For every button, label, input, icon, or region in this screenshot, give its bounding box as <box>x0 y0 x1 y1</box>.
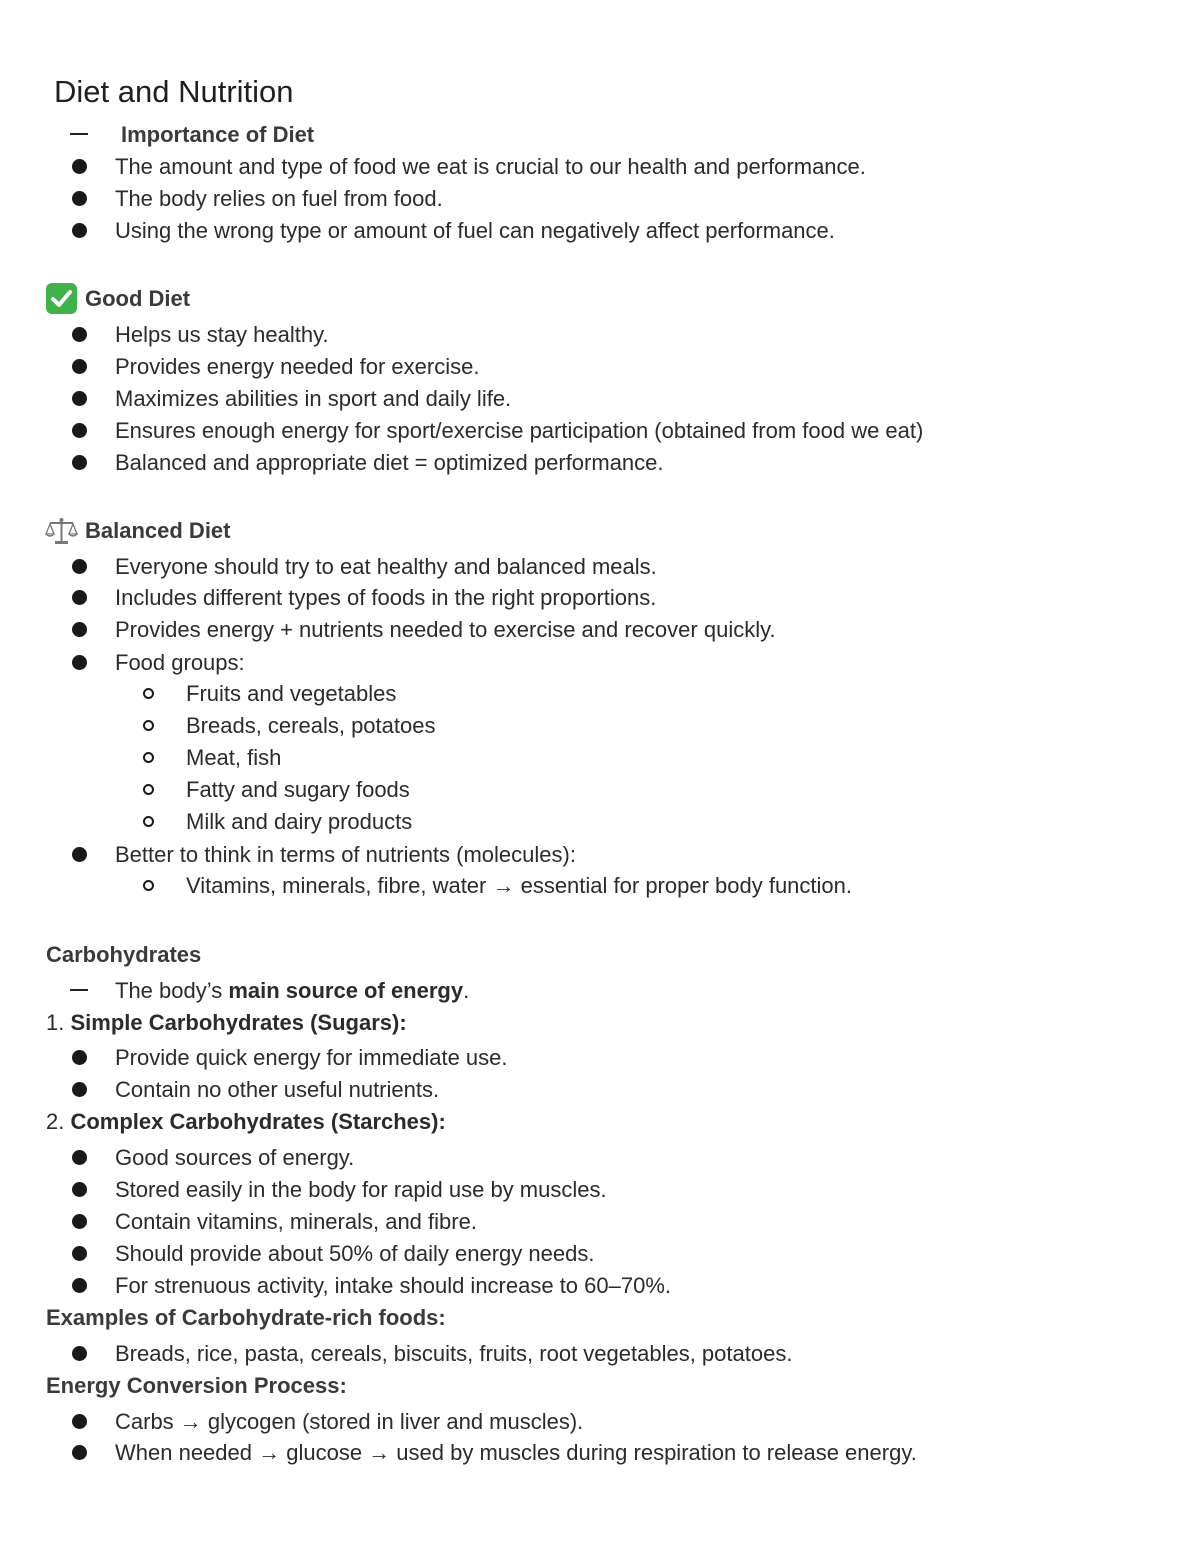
list-item: The amount and type of food we eat is crucial to our health and performance. <box>115 154 866 179</box>
list-item: For strenuous activity, intake should increase to 60–70%. <box>115 1273 672 1298</box>
list-item: Stored easily in the body for rapid use by muscles. <box>115 1177 607 1202</box>
good-diet-heading: Good Diet <box>85 286 191 311</box>
list-item: Maximizes abilities in sport and daily life. <box>115 386 512 411</box>
carbohydrates-intro <box>115 980 469 1002</box>
sub-bullet-icon <box>143 816 154 827</box>
page-title: Diet and Nutrition <box>54 74 294 109</box>
bullet-icon <box>72 1278 87 1293</box>
complex-carbs-heading <box>46 1111 446 1133</box>
bullet-icon <box>72 1445 87 1460</box>
bullet-icon <box>72 1150 87 1165</box>
sub-list-item: Vitamins, minerals, fibre, water → essential for proper body function. <box>186 873 853 898</box>
intro-text: The body’s <box>115 978 229 1003</box>
bullet-icon <box>72 159 87 174</box>
list-item: Contain no other useful nutrients. <box>115 1077 440 1102</box>
list-item: Using the wrong type or amount of fuel can negatively affect performance. <box>115 218 835 243</box>
sub-bullet-icon <box>143 688 154 699</box>
sub-list-item: Fruits and vegetables <box>186 681 397 706</box>
sub-bullet-icon <box>143 784 154 795</box>
bullet-icon <box>72 1246 87 1261</box>
list-item: Breads, rice, pasta, cereals, biscuits, fruits, root vegetables, potatoes. <box>115 1341 793 1366</box>
sub-bullet-icon <box>143 752 154 763</box>
sub-list-item: Milk and dairy products <box>186 809 413 834</box>
bullet-icon <box>72 559 87 574</box>
carbohydrates-heading: Carbohydrates <box>46 942 202 967</box>
dash-bullet <box>70 989 88 991</box>
sub-bullet-icon <box>143 720 154 731</box>
bullet-icon <box>72 1050 87 1065</box>
intro-emphasis: main source of energy <box>228 978 464 1003</box>
heading-number: 2. <box>46 1109 65 1134</box>
balance-scale-icon <box>45 517 78 546</box>
bullet-icon <box>72 1082 87 1097</box>
list-item: Helps us stay healthy. <box>115 322 329 347</box>
sub-bullet-icon <box>143 880 154 891</box>
examples-heading: Examples of Carbohydrate-rich foods: <box>46 1305 446 1330</box>
list-item: Contain vitamins, minerals, and fibre. <box>115 1209 477 1234</box>
list-item: When needed → glucose → used by muscles during respiration to release energy. <box>115 1440 917 1465</box>
sub-list-item: Breads, cereals, potatoes <box>186 713 436 738</box>
importance-heading: Importance of Diet <box>121 122 315 147</box>
bullet-icon <box>72 622 87 637</box>
list-item: Food groups: <box>115 650 245 675</box>
list-item: Provides energy needed for exercise. <box>115 354 480 379</box>
bullet-icon <box>72 191 87 206</box>
bullet-icon <box>72 327 87 342</box>
heading-text: Complex Carbohydrates (Starches): <box>70 1109 446 1134</box>
conversion-heading: Energy Conversion Process: <box>46 1373 347 1398</box>
bullet-icon <box>72 1346 87 1361</box>
list-item: Ensures enough energy for sport/exercise participation (obtained from food we eat) <box>115 418 924 443</box>
list-item: Balanced and appropriate diet = optimized performance. <box>115 450 664 475</box>
bullet-icon <box>72 1214 87 1229</box>
bullet-icon <box>72 1182 87 1197</box>
list-item: Should provide about 50% of daily energy needs. <box>115 1241 595 1266</box>
heading-number: 1. <box>46 1010 65 1035</box>
balanced-diet-heading: Balanced Diet <box>85 518 231 543</box>
simple-carbs-heading <box>46 1012 407 1034</box>
bullet-icon <box>72 391 87 406</box>
sub-list-item: Fatty and sugary foods <box>186 777 410 802</box>
intro-period: . <box>463 978 470 1003</box>
list-item: Everyone should try to eat healthy and balanced meals. <box>115 554 657 579</box>
bullet-icon <box>72 359 87 374</box>
sub-list-item: Meat, fish <box>186 745 282 770</box>
heading-text: Simple Carbohydrates (Sugars): <box>70 1010 407 1035</box>
list-item: Includes different types of foods in the right proportions. <box>115 585 657 610</box>
list-item: Better to think in terms of nutrients (molecules): <box>115 842 576 867</box>
dash-bullet <box>70 133 88 135</box>
bullet-icon <box>72 847 87 862</box>
list-item: Carbs → glycogen (stored in liver and muscles). <box>115 1409 584 1434</box>
list-item: Provide quick energy for immediate use. <box>115 1045 508 1070</box>
bullet-icon <box>72 223 87 238</box>
list-item: Provides energy + nutrients needed to exercise and recover quickly. <box>115 617 776 642</box>
bullet-icon <box>72 1414 87 1429</box>
list-item: Good sources of energy. <box>115 1145 355 1170</box>
list-item: The body relies on fuel from food. <box>115 186 443 211</box>
check-mark-icon <box>46 283 77 314</box>
bullet-icon <box>72 455 87 470</box>
bullet-icon <box>72 423 87 438</box>
bullet-icon <box>72 655 87 670</box>
bullet-icon <box>72 590 87 605</box>
